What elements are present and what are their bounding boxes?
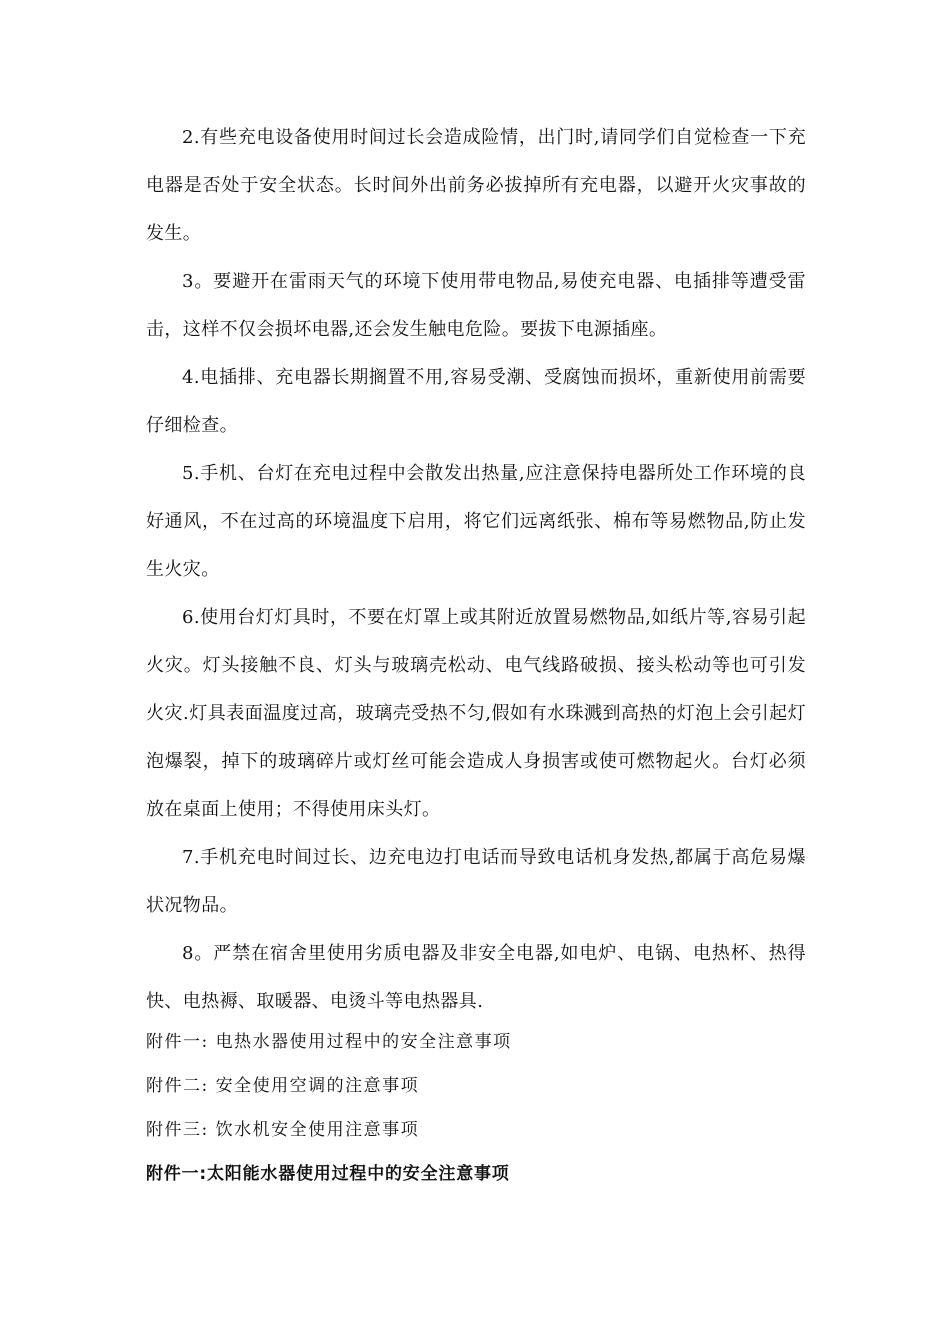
paragraph-item-6: 6.使用台灯灯具时，不要在灯罩上或其附近放置易燃物品,如纸片等,容易引起火灾。灯头接触不良、灯头与玻璃壳松动、电气线路破损、接头松动等也可引发火灾.灯具表面温度过高，玻璃壳受热不匀,假如有水珠溅到高热的灯泡上会引起灯泡爆裂，掉下的玻璃碎片或灯丝可能会造成人身损害或使可燃物起火。台灯必须放在桌面上使用；不得使用床头灯。: [146, 607, 806, 820]
attachment-line-3: 附件三: 饮水机安全使用注意事项: [146, 1120, 420, 1140]
section-heading: 附件一:太阳能水器使用过程中的安全注意事项: [146, 1164, 510, 1184]
paragraph-item-8: 8。严禁在宿舍里使用劣质电器及非安全电器,如电炉、电锅、电热杯、热得快、电热褥、取暖器、电烫斗等电热器具.: [146, 943, 806, 1012]
paragraph-item-5: 5.手机、台灯在充电过程中会散发出热量,应注意保持电器所处工作环境的良好通风，不在过高的环境温度下启用，将它们远离纸张、棉布等易燃物品,防止发生火灾。: [146, 463, 806, 580]
paragraph-item-4: 4.电插排、充电器长期搁置不用,容易受潮、受腐蚀而损坏，重新使用前需要仔细检查。: [146, 367, 806, 436]
attachment-line-1: 附件一: 电热水器使用过程中的安全注意事项: [146, 1032, 512, 1052]
attachment-line-2: 附件二: 安全使用空调的注意事项: [146, 1076, 420, 1096]
paragraph-item-7: 7.手机充电时间过长、边充电边打电话而导致电话机身发热,都属于高危易爆状况物品。: [146, 847, 806, 916]
paragraph-item-3: 3。要避开在雷雨天气的环境下使用带电物品,易使充电器、电插排等遭受雷击，这样不仅会损坏电器,还会发生触电危险。要拔下电源插座。: [146, 271, 806, 340]
paragraph-item-2: 2.有些充电设备使用时间过长会造成险情，出门时,请同学们自觉检查一下充电器是否处于安全状态。长时间外出前务必拔掉所有充电器，以避开火灾事故的发生。: [146, 127, 806, 244]
